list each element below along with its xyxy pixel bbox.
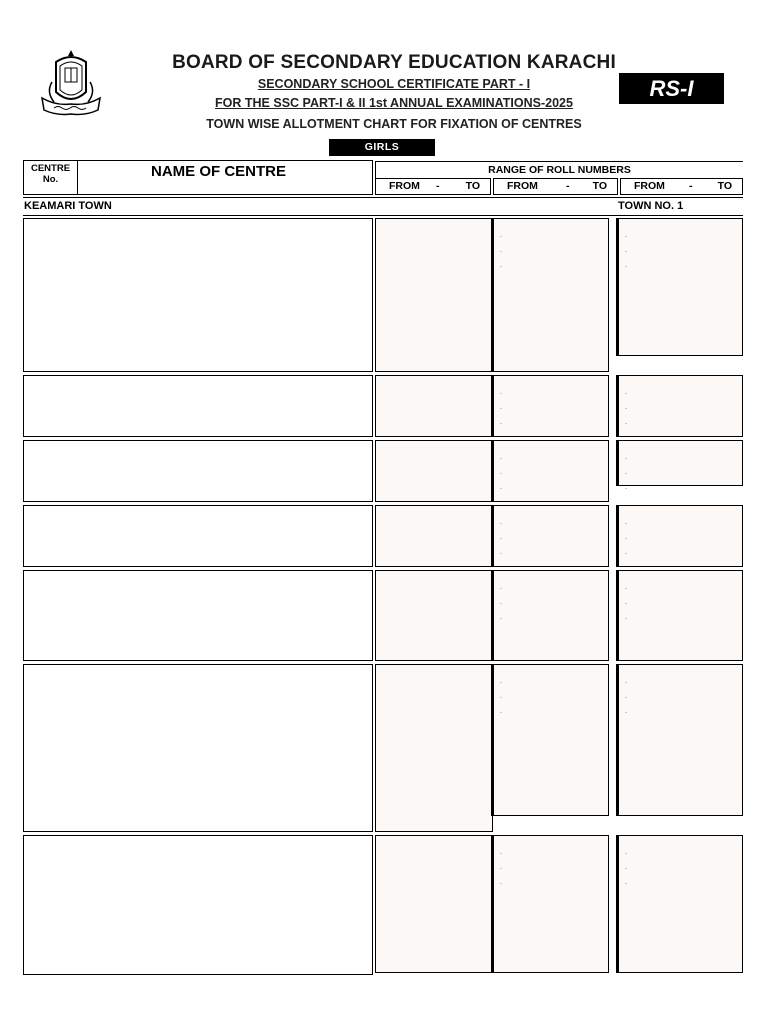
- town-name: KEAMARI TOWN: [24, 200, 112, 212]
- range-cell: . . .: [491, 375, 609, 437]
- centre-row-name: [23, 664, 373, 832]
- range-cell: [375, 505, 493, 567]
- range-cell: . . .: [491, 570, 609, 661]
- range-cell: [375, 664, 493, 832]
- range-cell: . . .: [616, 218, 743, 356]
- range-cell: . . .: [616, 570, 743, 661]
- dash-label: -: [436, 180, 440, 192]
- range-cell: . . .: [616, 505, 743, 567]
- range-cell: . . .: [491, 835, 609, 973]
- range-cell: . . .: [616, 664, 743, 816]
- range-cell: . . .: [491, 664, 609, 816]
- range-cell: [375, 218, 493, 372]
- dash-label: -: [566, 180, 570, 192]
- chart-title: TOWN WISE ALLOTMENT CHART FOR FIXATION OF CENTRES: [206, 117, 582, 131]
- centre-row-name: [23, 835, 373, 975]
- range-cell: . . .: [616, 835, 743, 973]
- certificate-title: SECONDARY SCHOOL CERTIFICATE PART - I: [257, 77, 531, 91]
- board-title: BOARD OF SECONDARY EDUCATION KARACHI: [172, 52, 616, 73]
- range-subheader-1: [375, 178, 491, 195]
- centre-no-header: CENTRE No.: [23, 160, 78, 195]
- range-cell: . . .: [491, 218, 609, 372]
- to-label: TO: [465, 180, 480, 192]
- dash-label: -: [689, 180, 693, 192]
- form-code-badge: RS-I: [619, 73, 724, 104]
- from-label: FROM: [389, 180, 420, 192]
- centre-row-name: [23, 505, 373, 567]
- town-number: TOWN NO. 1: [618, 200, 684, 212]
- centre-row-name: [23, 218, 373, 372]
- range-subheader-3: [620, 178, 743, 195]
- range-cell: [375, 835, 493, 973]
- range-cell: [375, 375, 493, 437]
- to-label: TO: [717, 180, 732, 192]
- range-cell: [375, 570, 493, 661]
- town-bar: [23, 197, 743, 216]
- range-cell: . . .: [616, 375, 743, 437]
- to-label: TO: [592, 180, 607, 192]
- range-cell: [375, 440, 493, 502]
- centre-row-name: [23, 440, 373, 502]
- centre-name-header: NAME OF CENTRE: [78, 160, 373, 195]
- category-badge: GIRLS: [329, 139, 435, 156]
- range-cell: . . .: [491, 505, 609, 567]
- range-cell: . . .: [491, 440, 609, 502]
- range-subheader-2: [493, 178, 618, 195]
- range-cell: . . .: [616, 440, 743, 486]
- centre-row-name: [23, 375, 373, 437]
- from-label: FROM: [507, 180, 538, 192]
- from-label: FROM: [634, 180, 665, 192]
- roll-range-header: RANGE OF ROLL NUMBERS: [375, 161, 743, 178]
- centre-row-name: [23, 570, 373, 661]
- examination-title: FOR THE SSC PART-I & II 1st ANNUAL EXAMINATIONS-2025: [215, 96, 573, 110]
